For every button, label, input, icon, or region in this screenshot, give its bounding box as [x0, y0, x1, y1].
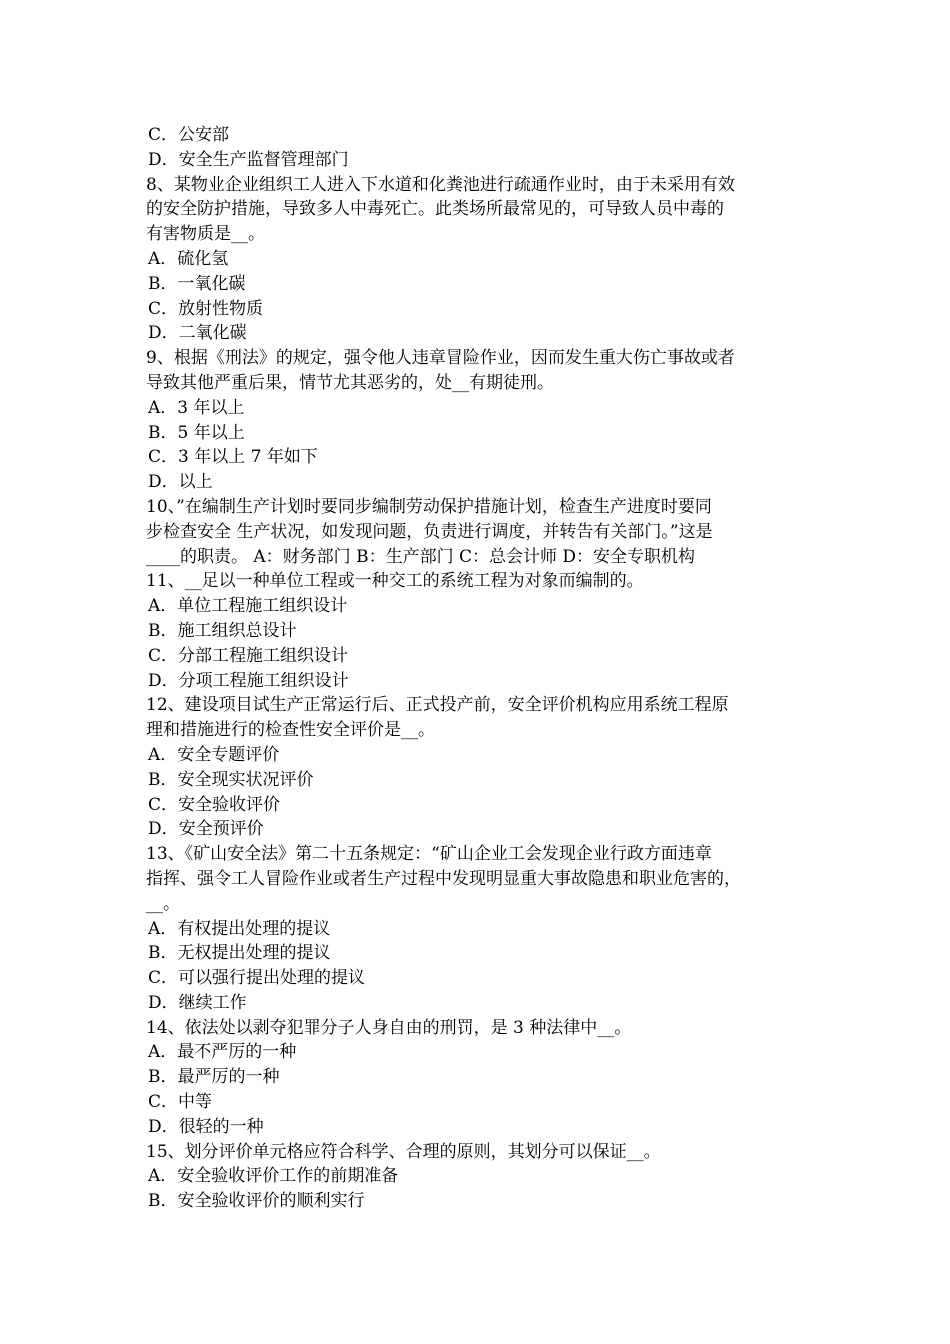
- option-line: B．最严厉的一种: [148, 1067, 280, 1088]
- option-line: D．安全预评价: [148, 819, 264, 840]
- question-line: 9、根据《刑法》的规定，强令他人违章冒险作业，因而发生重大伤亡事故或者: [146, 348, 735, 369]
- option-line: C．可以强行提出处理的提议: [148, 968, 366, 989]
- option-line: B．施工组织总设计: [148, 620, 297, 641]
- question-line: __。: [146, 893, 180, 914]
- question-line: 有害物质是__。: [146, 224, 265, 245]
- option-line: B．安全验收评价的顺利实行: [148, 1191, 365, 1212]
- question-line: 理和措施进行的检查性安全评价是__。: [146, 720, 435, 741]
- option-line: B．5 年以上: [148, 422, 245, 443]
- document-body: [146, 123, 818, 1214]
- option-line: A．硫化氢: [148, 248, 229, 269]
- option-line: A．单位工程施工组织设计: [148, 596, 348, 617]
- option-line: A．有权提出处理的提议: [148, 918, 331, 939]
- question-line: 8、某物业企业组织工人进入下水道和化粪池进行疏通作业时，由于未采用有效: [146, 174, 735, 195]
- option-line: B．无权提出处理的提议: [148, 943, 331, 964]
- option-line: A．安全专题评价: [148, 744, 280, 765]
- question-line: 指挥、强令工人冒险作业或者生产过程中发现明显重大事故隐患和职业危害的，: [146, 868, 741, 889]
- question-line: 导致其他严重后果，情节尤其恶劣的，处__有期徒刑。: [146, 372, 554, 393]
- option-line: D．安全生产监督管理部门: [148, 149, 349, 170]
- option-line: C．3 年以上 7 年如下: [148, 447, 318, 468]
- question-line: 步检查安全 生产状况，如发现问题，负责进行调度，并转告有关部门。”这是: [146, 521, 713, 542]
- question-line: 的安全防护措施，导致多人中毒死亡。此类场所最常见的，可导致人员中毒的: [146, 199, 724, 220]
- option-line: C．公安部: [148, 125, 230, 145]
- question-line: 10、”在编制生产计划时要同步编制劳动保护措施计划，检查生产进度时要同: [146, 496, 712, 517]
- option-line: D．以上: [148, 472, 213, 493]
- option-line: A．安全验收评价工作的前期准备: [148, 1166, 399, 1187]
- question-line: 15、划分评价单元格应符合科学、合理的原则，其划分可以保证__。: [146, 1141, 661, 1162]
- option-line: C．安全验收评价: [148, 794, 281, 815]
- option-line: C．中等: [148, 1092, 213, 1113]
- question-line: 13、《矿山安全法》第二十五条规定：“矿山企业工会发现企业行政方面违章: [146, 844, 712, 865]
- option-line: A．最不严厉的一种: [148, 1042, 297, 1063]
- option-line: D．很轻的一种: [148, 1116, 264, 1137]
- option-line: A．3 年以上: [148, 397, 245, 418]
- option-line: D．分项工程施工组织设计: [148, 670, 349, 691]
- question-line: 11、__足以一种单位工程或一种交工的系统工程为对象而编制的。: [146, 571, 644, 592]
- option-line: C．放射性物质: [148, 298, 264, 319]
- option-line: D．继续工作: [148, 992, 247, 1013]
- question-line: ____的职责。 A：财务部门 B：生产部门 C：总会计师 D：安全专职机构: [146, 546, 696, 567]
- option-line: C．分部工程施工组织设计: [148, 645, 349, 666]
- question-line: 14、依法处以剥夺犯罪分子人身自由的刑罚，是 3 种法律中__。: [146, 1017, 632, 1038]
- option-line: B．安全现实状况评价: [148, 769, 314, 790]
- option-line: B．一氧化碳: [148, 273, 246, 294]
- question-line: 12、建设项目试生产正常运行后、正式投产前，安全评价机构应用系统工程原: [146, 695, 729, 716]
- option-line: D．二氧化碳: [148, 323, 247, 344]
